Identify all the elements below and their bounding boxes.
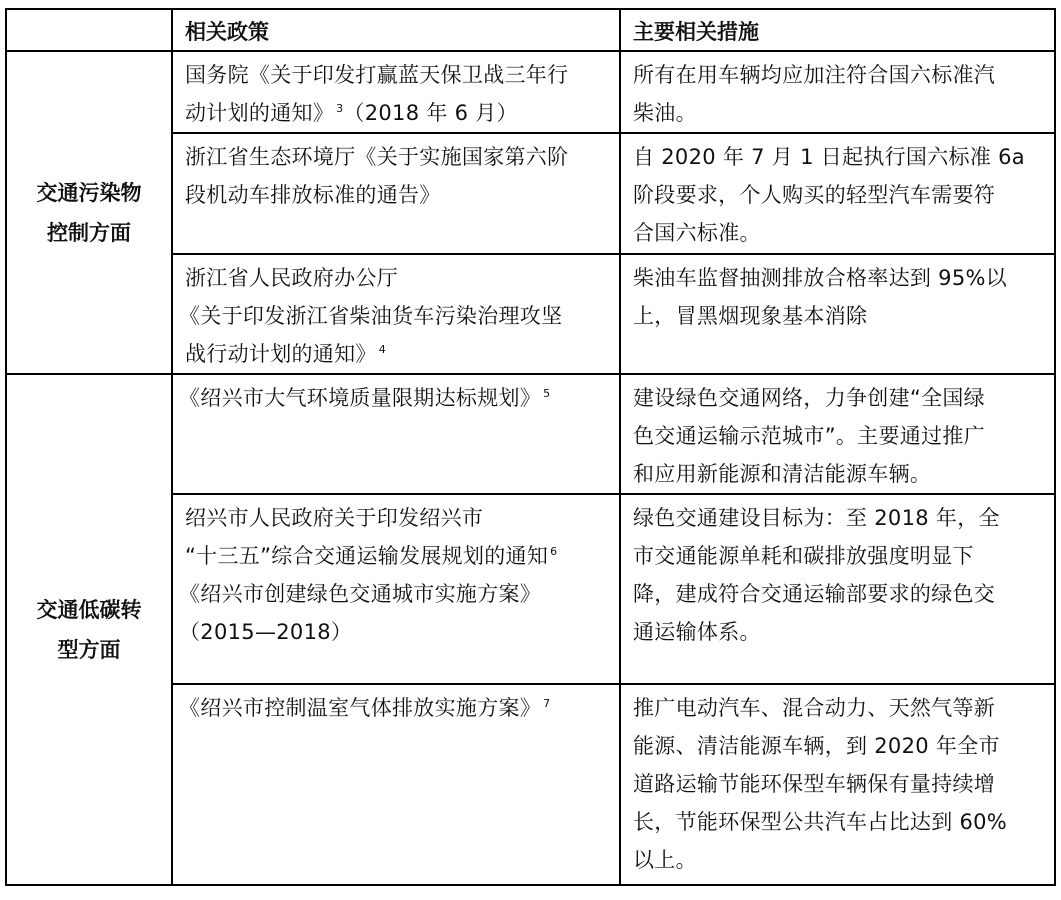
measure-cell: 柴油车监督抽测排放合格率达到 95%以 上，冒黑烟现象基本消除 xyxy=(620,254,1055,374)
measure-cell: 所有在用车辆均应加注符合国六标准汽 柴油。 xyxy=(620,51,1055,133)
table-row xyxy=(6,51,1055,133)
category-cell-low-carbon-transition xyxy=(6,374,172,885)
footnote-marker: 3 xyxy=(336,102,344,115)
policy-measures-table xyxy=(5,8,1056,886)
table-row xyxy=(6,374,1055,494)
category-cell-pollution-control xyxy=(6,51,172,374)
measure-cell: 绿色交通建设目标为：至 2018 年，全 市交通能源单耗和碳排放强度明显下 降，建成符合交通运输部要求的绿色交 通运输体系。 xyxy=(620,494,1055,684)
category-label-line: 控制方面 xyxy=(47,220,131,245)
header-measure-label: 主要相关措施 xyxy=(633,20,759,44)
measure-cell: 推广电动汽车、混合动力、天然气等新 能源、清洁能源车辆，到 2020 年全市 道路运输节能环保型车辆保有量持续增 长，节能环保型公共汽车占比达到 60% 以上。 xyxy=(620,684,1055,885)
policy-cell: 《绍兴市控制温室气体排放实施方案》 $^7$ xyxy=(172,684,620,885)
footnote-marker: 4 xyxy=(378,343,387,356)
header-policy-label: 相关政策 xyxy=(185,20,269,44)
footnote-marker: 5 xyxy=(543,387,551,400)
category-label-line: 交通低碳转 xyxy=(36,597,142,622)
table-header-row xyxy=(6,9,1055,51)
policy-cell: 浙江省人民政府办公厅 《关于印发浙江省柴油货车污染治理攻坚 战行动计划的通知》 $^4$ xyxy=(172,254,620,374)
header-policy xyxy=(172,9,620,51)
footnote-marker: 6 xyxy=(550,545,558,558)
category-label-line: 交通污染物 xyxy=(36,180,142,205)
policy-cell: 浙江省生态环境厅《关于实施国家第六阶 段机动车排放标准的通告》 xyxy=(172,133,620,254)
footnote-marker: 7 xyxy=(543,697,551,710)
policy-cell: 《绍兴市大气环境质量限期达标规划》 $^5$ xyxy=(172,374,620,494)
header-category xyxy=(6,9,172,51)
header-measure xyxy=(620,9,1055,51)
policy-cell: 国务院《关于印发打赢蓝天保卫战三年行 动计划的通知》 $^3$（2018 年 6 月） xyxy=(172,51,620,133)
category-label-line: 型方面 xyxy=(57,637,121,662)
measure-cell: 自 2020 年 7 月 1 日起执行国六标准 6a 阶段要求，个人购买的轻型汽车需要符 合国六标准。 xyxy=(620,133,1055,254)
policy-cell: 绍兴市人民政府关于印发绍兴市 “十三五”综合交通运输发展规划的通知 $^6$ 《绍兴市创建绿色交通城市实施方案》 （2015—2018） xyxy=(172,494,620,684)
measure-cell: 建设绿色交通网络，力争创建“全国绿 色交通运输示范城市”。主要通过推广 和应用新能源和清洁能源车辆。 xyxy=(620,374,1055,494)
